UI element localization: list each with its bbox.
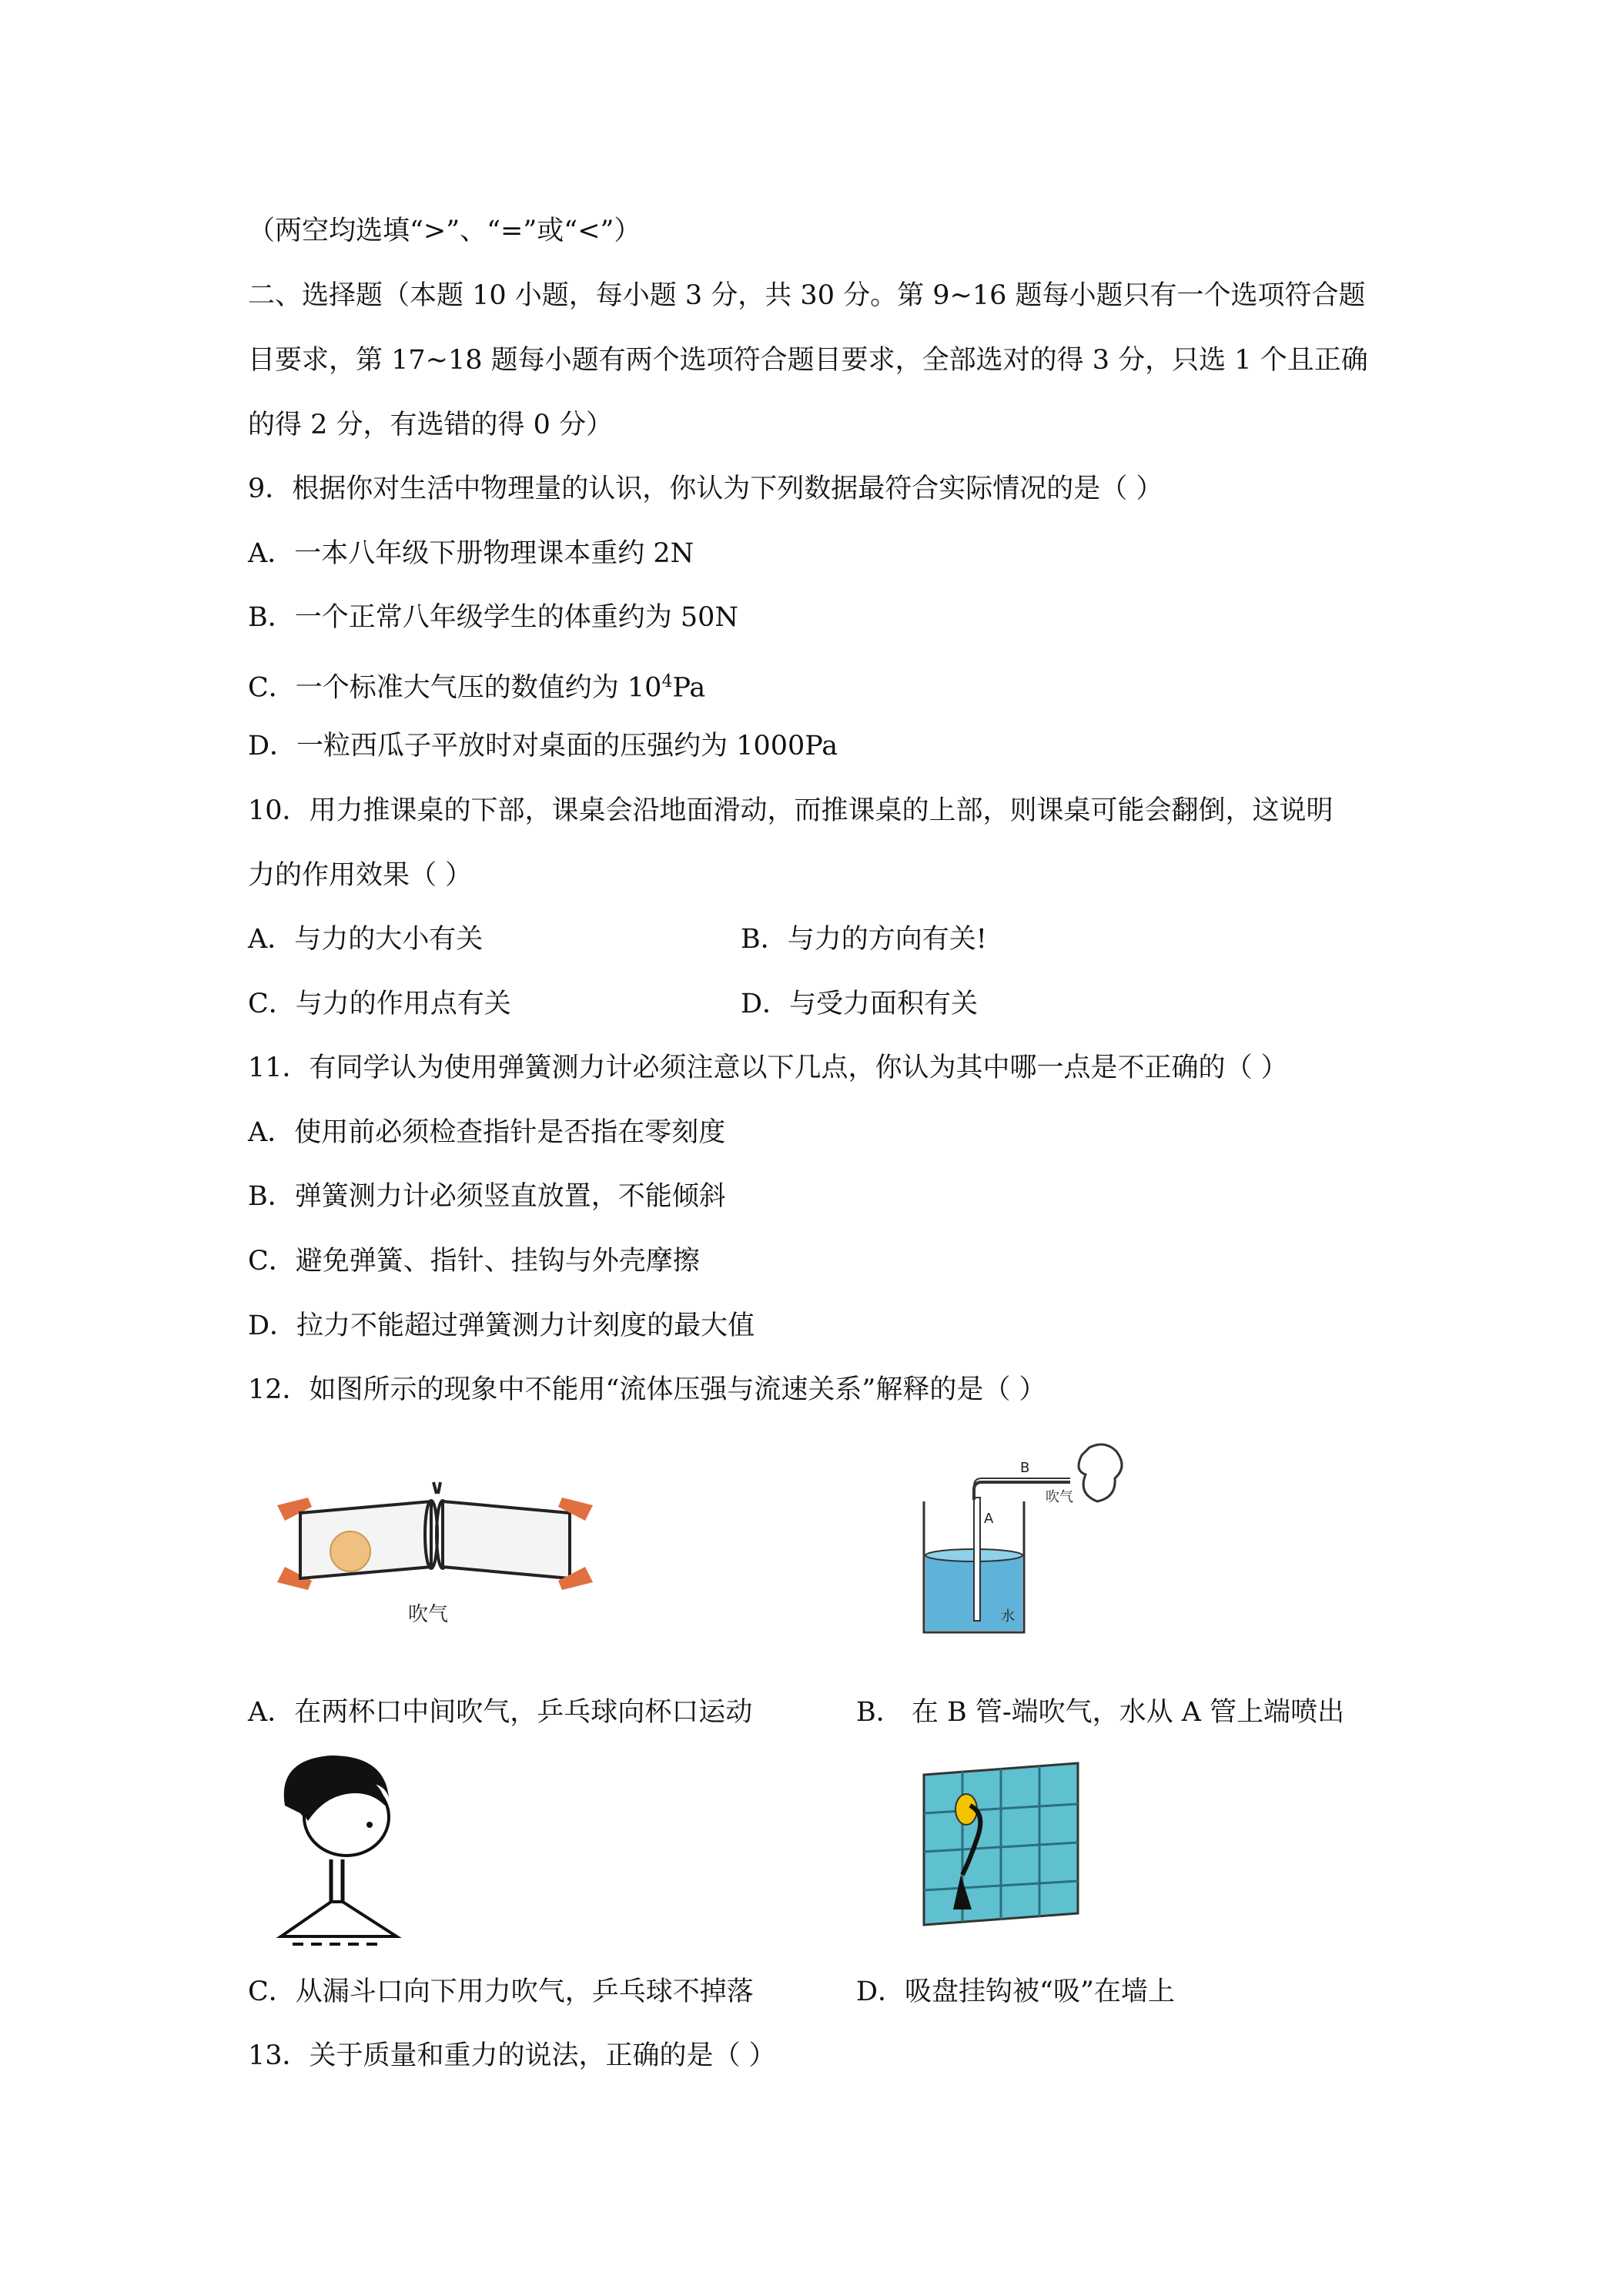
q11-option-b: B．弹簧测力计必须竖直放置，不能倾斜 [248, 1181, 726, 1212]
header-note: （两空均选填“>”、“=”或“<”） [248, 216, 641, 246]
q12-option-d: D．吸盘挂钩被“吸”在墙上 [856, 1976, 1175, 2007]
figure-d-suction-hook [916, 1759, 1086, 1929]
q10-option-b: B．与力的方向有关! [741, 924, 987, 955]
figure-b-label-blow: 吹气 [1046, 1489, 1073, 1505]
q9-option-a: A．一本八年级下册物理课本重约 2N [248, 538, 694, 569]
figure-a-label: 吹气 [408, 1603, 449, 1626]
q9-option-c-exponent: 4 [661, 672, 673, 691]
q9-stem: 9．根据你对生活中物理量的认识，你认为下列数据最符合实际情况的是（ ） [248, 474, 1163, 504]
section-heading-line-1: 二、选择题（本题 10 小题，每小题 3 分，共 30 分。第 9~16 题每小题只有一个选项符合题 [248, 280, 1366, 311]
q9-option-c [248, 664, 705, 707]
q11-option-a: A．使用前必须检查指针是否指在零刻度 [248, 1117, 726, 1148]
q12-option-b: B． 在 B 管-端吹气，水从 A 管上端喷出 [856, 1697, 1345, 1728]
q11-option-c: C．避免弹簧、指针、挂钩与外壳摩擦 [248, 1246, 700, 1277]
q11-stem: 11．有同学认为使用弹簧测力计必须注意以下几点，你认为其中哪一点是不正确的（ ） [248, 1053, 1288, 1083]
q12-stem: 12．如图所示的现象中不能用“流体压强与流速关系”解释的是（ ） [248, 1374, 1046, 1405]
figure-c-funnel [269, 1752, 416, 1952]
figure-a-illustration [277, 1474, 593, 1636]
section-heading-line-3: 的得 2 分，有选错的得 0 分） [248, 410, 614, 440]
figure-b-illustration [909, 1440, 1132, 1648]
q9-option-b: B．一个正常八年级学生的体重约为 50N [248, 602, 739, 633]
q9-option-c-unit: Pa [672, 672, 706, 704]
q9-option-c-text: C．一个标准大气压的数值约为 10 [248, 672, 662, 704]
q9-option-d: D．一粒西瓜子平放时对桌面的压强约为 1000Pa [248, 731, 838, 761]
section-heading-line-2: 目要求，第 17~18 题每小题有两个选项符合题目要求，全部选对的得 3 分，只选 1 个且正确 [248, 345, 1368, 376]
figure-b-beaker [909, 1440, 1132, 1648]
figure-b-label-water: 水 [1001, 1608, 1015, 1625]
q13-stem: 13．关于质量和重力的说法，正确的是（ ） [248, 2040, 776, 2071]
figure-b-label-a: A [984, 1511, 994, 1527]
q10-stem-line-2: 力的作用效果（ ） [248, 860, 473, 891]
q10-stem-line-1: 10．用力推课桌的下部，课桌会沿地面滑动，而推课桌的上部，则课桌可能会翻倒，这说明 [248, 795, 1334, 826]
figure-a-cups [277, 1474, 593, 1636]
figure-c-illustration [269, 1752, 416, 1952]
q11-option-d: D．拉力不能超过弹簧测力计刻度的最大值 [248, 1310, 755, 1341]
q10-option-d: D．与受力面积有关 [741, 989, 979, 1019]
figure-d-illustration [916, 1759, 1086, 1929]
q10-option-c: C．与力的作用点有关 [248, 989, 511, 1019]
q10-option-a: A．与力的大小有关 [248, 924, 484, 955]
q12-option-c: C．从漏斗口向下用力吹气，乒乓球不掉落 [248, 1976, 754, 2007]
q12-option-a: A．在两杯口中间吹气，乒乓球向杯口运动 [248, 1697, 753, 1728]
figure-b-label-b: B [1020, 1460, 1030, 1476]
